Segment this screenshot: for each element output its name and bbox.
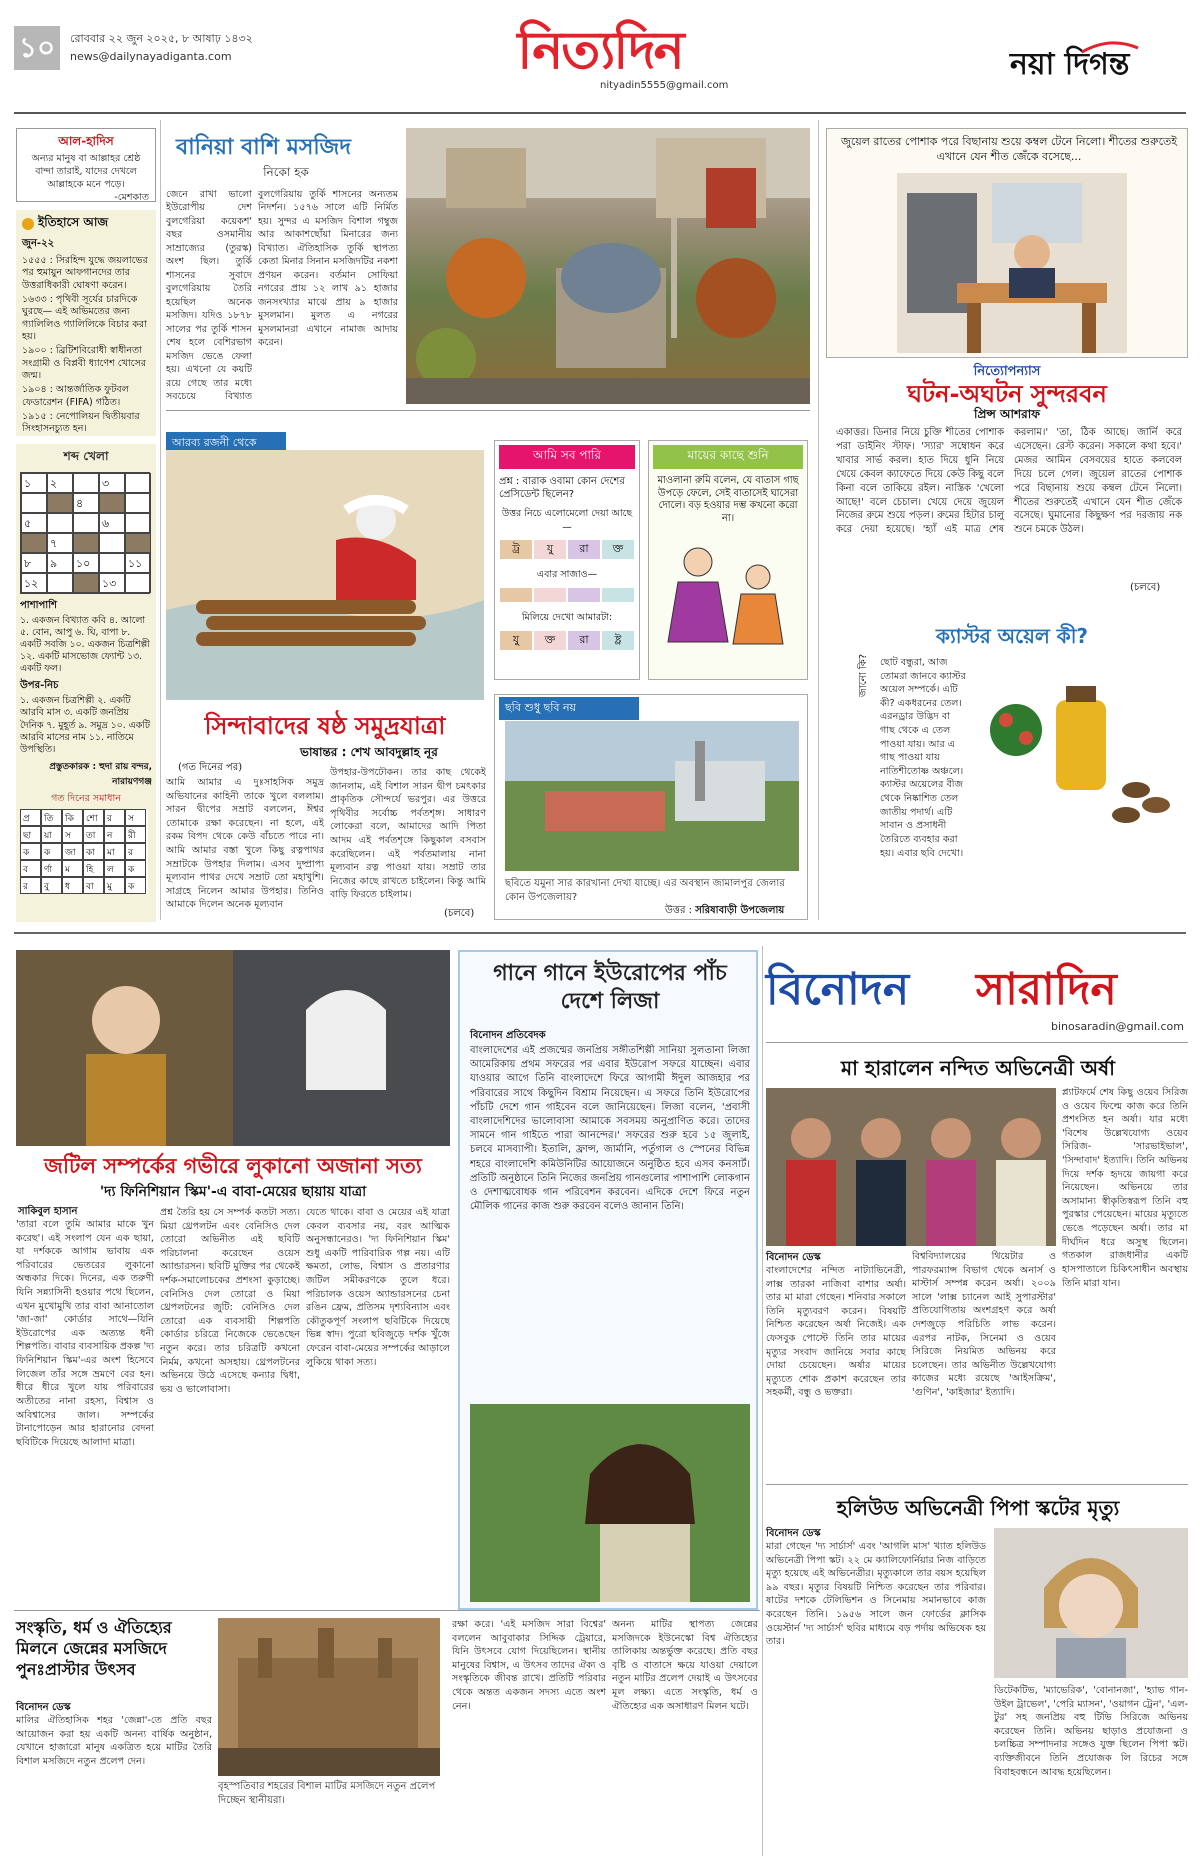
mosque-photo: [406, 128, 810, 404]
sindbad-continued: (চলবে): [444, 908, 475, 919]
hadith-box: [16, 128, 156, 202]
solution-cell: স: [62, 826, 83, 843]
grid-cell-blocked: [47, 493, 73, 513]
page-header: [0, 0, 1200, 110]
grid-cell[interactable]: [125, 513, 151, 533]
pippa-title: হলিউড অভিনেত্রী পিপা স্কটের মৃত্যু: [836, 1496, 1120, 1520]
quiz-hint-1: উত্তর নিচে এলোমেলো দেয়া আছে—: [501, 508, 633, 533]
solution-cell: য়া: [41, 826, 62, 843]
photo-story-box: [494, 694, 808, 920]
film-still-icon: [16, 950, 450, 1146]
liza-box: [458, 950, 758, 1610]
solution-cell: ক: [20, 843, 41, 860]
history-item: ১৯০৪ : আন্তর্জাতিক ফুটবল ফেডারেশন (FIFA) গঠিত।: [22, 384, 129, 408]
pippa-col-2: ডিটেকটিভ, 'ম্যাভেরিক', 'বোনানজা', 'হ্যাভ গান-উইল ট্রাভেল', 'পেরি ম্যাসন', 'ওয়াগন ট্রেন', 'এল-টুর' সহ জনপ্রিয় বহু টিভি সিরিজে অভিনয় করেছেন তিনি। অভিনয় ছাড়াও প্রযোজনা ও চলচ্চিত্র সম্পাদনার সঙ্গেও যুক্ত ছিলেন পিপা স্কট। ব্যক্তিজীবনে তিনি প্রযোজক লি রিচের সঙ্গে বিবাহবন্ধনে আবদ্ধ হয়েছিলেন।: [994, 1685, 1188, 1778]
solution-cell: মা: [104, 843, 125, 860]
singer-portrait-icon: [470, 1404, 750, 1602]
photo-story-answer-label: উত্তর :: [665, 905, 692, 916]
logo-swoosh-icon: [1080, 40, 1140, 54]
down-clues: ১. একজন চিত্রশিল্পী ২. একটি আরবি মাস ৩. একটি জনপ্রিয় দৈনিক ৭. মুহূর্ত ৯. সমুদ্র ১০. একটি আরবি মাসের নাম ১১. নাতিমে উপস্থিতি।: [20, 695, 150, 755]
letter-tile: ক্ত: [533, 630, 567, 651]
novel-kicker: নিত্যোপন্যাস: [973, 364, 1041, 379]
grid-cell[interactable]: [47, 513, 73, 533]
letter-tile[interactable]: ক্ত: [601, 539, 635, 560]
two-girls-illustration-icon: [653, 532, 803, 662]
grid-cell-blocked: [73, 573, 99, 593]
blank-tile[interactable]: [533, 587, 567, 603]
letters-row-1: [499, 539, 635, 560]
letter-tile: যু: [499, 630, 533, 651]
jenne-caption: বৃহস্পতিবার শহরের বিশাল মাটির মসজিদে নতুন প্রলেপ দিচ্ছেন স্থানীয়রা।: [218, 1781, 436, 1806]
puzzle-box: [16, 444, 156, 922]
grid-cell[interactable]: [125, 573, 151, 593]
photo-story-title: ছবি শুধু ছবি নয়: [499, 697, 639, 720]
letter-tile[interactable]: যু: [533, 539, 567, 560]
hadith-title: আল-হাদিস: [58, 134, 114, 148]
puzzle-setter: প্রস্তুতকারক : হুদা রায় বন্দর, নারায়ণগঞ্জ: [49, 761, 152, 787]
orsha-col-1: বাংলাদেশের নন্দিত নাট্যাভিনেত্রী, লাক্স তারকা নাজিবা বাশার অর্ষা। তার মা মারা গেছেন। শনিবার সকালে তিনি মৃত্যুবরণ করেন। বিষয়টি নিশ্চিত করেছেন অর্ষা নিজেই। এক ফেসবুক পোস্টে তিনি তার মায়ের মৃত্যুর সংবাদ জানিয়ে সবার কাছে দোয়া চেয়েছেন। অর্ষার মায়ের মৃত্যুতে শোক প্রকাশ করেছেন তার সহকর্মী, বন্ধু ও ভক্তরা।: [766, 1265, 906, 1399]
factory-photo: [505, 721, 799, 871]
grid-cell[interactable]: ৪: [73, 493, 99, 513]
date-line: রোববার ২২ জুন ২০২৫, ৮ আষাঢ় ১৪৩২: [70, 32, 253, 45]
solution-cell: শো: [83, 809, 104, 826]
novel-continued: (চলবে): [1130, 582, 1161, 593]
orsha-author: বিনোদন ডেস্ক: [766, 1252, 821, 1263]
grid-cell[interactable]: [73, 473, 99, 493]
solution-cell: র: [20, 877, 41, 894]
grid-cell[interactable]: ১২: [21, 573, 47, 593]
quiz-hint-3: মিলিয়ে দেখো আমারটা:: [521, 612, 613, 623]
jenne-title: সংস্কৃতি, ধর্ম ও ঐতিহ্যের মিলনে জেন্নের মসজিদে পুনঃপ্রাস্টার উৎসব: [16, 1618, 172, 1679]
phoenician-col-2: প্রশ্ন তৈরি হয় সে সম্পর্ক কতটা সত্য। মিয়া থ্রেপলটন এবং বেনিসিও দেল তোরো অভিনীত এই ছবিটি পরিচালনা করেছেন ওয়েস অ্যান্ডারসন। ছবিটি মুক্তির পর থেকেই দর্শক-সমালোচকের প্রশংসা কুড়াচ্ছে। বেনিসিও দেল তোরো ও মিয়া থ্রেপলটনের জুটি: বেনিসিও দেল তোরো এক ব্যবসায়ী শিল্পপতি কোর্ডার চরিত্রে নিজেকে ভেঙেছেন নতুন করে। তার চরিত্রটি কখনো নির্মম, কখনো অসহায়। থ্রেপলটনের অভিনয়ে উঠে এসেছে কন্যার দ্বিধা, ভয় ও ভালোবাসা।: [160, 1207, 300, 1395]
solution-cell: র: [125, 843, 146, 860]
orsha-title: মা হারালেন নন্দিত অভিনেত্রী অর্ষা: [841, 1056, 1115, 1080]
group-photo-icon: [766, 1088, 1056, 1246]
mother-box: [648, 440, 808, 680]
down-title: উপর-নিচ: [20, 680, 59, 692]
orsha-photo: [766, 1088, 1056, 1246]
comic-panel: [826, 128, 1188, 358]
solution-cell: র্ণা: [41, 860, 62, 877]
solution-cell: ল: [104, 860, 125, 877]
history-title: ইতিহাসে আজ: [38, 215, 109, 229]
solution-title: গত দিনের সমাধান: [51, 792, 121, 804]
liza-title: গানে গানে ইউরোপের পাঁচ দেশে লিজা: [493, 961, 727, 1014]
grid-cell[interactable]: ৮: [21, 553, 47, 573]
letters-row-2: [499, 630, 635, 651]
section-title: নিত্যদিন: [517, 21, 683, 81]
castor-title: ক্যাস্টর অয়েল কী?: [936, 624, 1089, 648]
history-item: ১৫৫৫ : সিরহিন্দ যুদ্ধে জয়লাভের পর হুমায়ুন আফগানদের তার উত্তরাধিকারী ঘোষণা করেন।: [22, 255, 148, 291]
mosque-author: নিকো হক: [263, 165, 309, 179]
castor-oil-illustration-icon: [976, 680, 1184, 840]
solution-cell: কি: [62, 809, 83, 826]
factory-icon: [505, 721, 799, 871]
phoenician-col-3: যেতে থাকে। বাবা ও মেয়ের এই যাত্রা কেবল ব্যবসার নয়, বরং আত্মিক অনুসন্ধানেরও। 'দ্য ফিনিশিয়ান স্কিম' শুধু একটি পারিবারিক গল্প নয়। এটি ক্ষমতা, লোভ, বিশ্বাস ও প্রতারণার জটিল সমীকরণকে তুলে ধরে। পরিচালক ওয়েস অ্যান্ডারসনের চেনা রঙিন ফ্রেম, প্রতিসম দৃশ্যবিন্যাস এবং কৌতুকপূর্ণ সংলাপ ছবিটিকে দিয়েছে ভিন্ন স্বাদ। পুরো ছবিজুড়ে দর্শক খুঁজে ফেরেন বাবা-মেয়ের সম্পর্কের আড়ালে লুকিয়ে থাকা সত্য।: [306, 1207, 450, 1368]
novel-author: প্রিন্স আশরাফ: [974, 407, 1040, 421]
sindbad-translator: ভাষান্তর : শেখ আবদুল্লাহ নূর: [300, 745, 438, 759]
grid-cell-blocked: [21, 533, 47, 553]
solution-cell: ক: [125, 877, 146, 894]
grid-cell-blocked: [125, 533, 151, 553]
blank-tile[interactable]: [499, 587, 533, 603]
liza-body: বাংলাদেশের এই প্রজন্মের জনপ্রিয় সঙ্গীতশিল্পী সানিয়া সুলতানা লিজা আমেরিকায় প্রথম সফরের পর এবার ইউরোপ সফরে যাচ্ছেন। এবার যাওয়ার আগে তিনি বাংলাদেশে ফিরে আগামী ঈদুল আজহার পর পরিবারের সাথে কিছুদিন বিশ্রাম নিয়েছেন। এ সফরে তিনি ইউরোপের পাঁচটি দেশে গান গাইবেন বলে জানিয়েছেন। লিজা বলেন, 'প্রবাসী বাংলাদেশিদের ভালোবাসা আমাকে সবসময় অনুপ্রাণিত করে। তাদের সামনে গান গাইতে পারা আনন্দের।' সফরের শুরু হবে ১৫ জুলাই, চলবে মাসব্যাপী। ইতালি, ফ্রান্স, জার্মানি, পর্তুগাল ও স্পেনের বিভিন্ন শহরে বাংলাদেশি কমিউনিটির আয়োজনে অনুষ্ঠিত হবে এসব কনসার্ট। প্রতিটি অনুষ্ঠানে তিনি নিজের জনপ্রিয় গানগুলোর পাশাপাশি লোকগান ও দেশাত্মবোধক গান পরিবেশন করবেন। এদিকে দেশে ফিরে নতুন মৌলিক গানের কাজ শুরু করবেন বলেও জানান তিনি।: [470, 1045, 750, 1213]
jenne-col-2: রক্ষা করে। 'এই মসজিদ সারা বিশ্বের' বললেন আবুবাকার সিদ্দিক ট্রেয়ারে, যিনি উৎসবে যোগ দিয়েছিলেন। স্থানীয় মানুষের বিশ্বাস, এ উৎসব তাদের ঐক্য ও সংস্কৃতিকে জীবন্ত রাখে। প্রতিটি পরিবার থেকে অন্তত একজন সদস্য এতে অংশ নেন।: [452, 1619, 606, 1712]
grid-cell[interactable]: ৫: [21, 513, 47, 533]
letters-row-blank: [499, 587, 635, 603]
castor-box: [826, 616, 1188, 922]
actress-portrait-icon: [994, 1528, 1188, 1678]
photo-story-caption: ছবিতে যমুনা সার কারখানা দেখা যাচ্ছে। এর অবস্থান জামালপুর জেলার কোন উপজেলায়?: [505, 878, 785, 903]
solution-cell: হি: [83, 860, 104, 877]
mosque-col-1: জেনে রাখা ভালো ইউরোপীয় দেশ বুলগেরিয়া কয়েকশ' বছর ওসমানীয় সাম্রাজ্যের (তুরস্ক) অংশ ছিল। তুর্কি শাসনের সুবাদে বুলগেরিয়ায় তৈরি হয়েছিল অনেক মসজিদ। যদিও ১৮৭৮ সালের পর তুর্কি শাসন শেষ হলে বেশিরভাগ মসজিদ ভেঙে ফেলা হয়। এখনো যে কয়টি রয়ে গেছে তার মধ্যে সবচেয়ে বিখ্যাত: [166, 189, 252, 403]
logo-text: নয়া দিগন্ত: [1010, 47, 1130, 82]
solution-cell: প্র: [20, 809, 41, 826]
crossword-grid: [20, 472, 150, 594]
phoenician-title: জটিল সম্পর্কের গভীরে লুকানো অজানা সত্য: [44, 1154, 422, 1178]
solution-cell: ছা: [20, 826, 41, 843]
grid-cell[interactable]: [47, 573, 73, 593]
comic-caption: জুয়েল রাতের পোশাক পরে বিছানায় শুয়ে কম্বল টেনে নিলো। শীতের শুরুতেই এখানে যেন শীত জেঁকে বসেছে...: [840, 135, 1177, 163]
letter-tile[interactable]: রা: [567, 539, 601, 560]
hadith-text: অন্যর মানুষ বা আল্লাহর শ্রেষ্ঠ বান্দা তারাই, যাদের দেখলে আল্লাহকে মনে পড়ে।: [31, 153, 141, 190]
sindbad-col-1: আমি আমার এ দুঃসাহসিক সমুদ্র অভিযানের কাহিনী তাকে খুলে বললাম। সারন দ্বীপের সম্রাট বললেন, ঈশ্বর তোমাকে রক্ষা করেছেন। না হলে, এই রকম বিপদ থেকে কেউ বাঁচতে পারে না। আমি আমার বস্তা খুলে কিছু রত্নপাথর সম্রাটকে উপহার দিলাম। এসব দুষ্প্রাপ্য মূল্যবান পাথর দেখে সম্রাট তো মহাখুশি। সাগ্রহে নিলেন আমার উপহার। তিনিও আমাকে দিলেন অনেক মূল্যবান: [166, 777, 324, 911]
quiz-question: প্রশ্ন : বারাক ওবামা কোন দেশের প্রেসিডেন্ট ছিলেন?: [499, 476, 625, 500]
grid-cell[interactable]: [73, 513, 99, 533]
history-item: ১৬৩৩ : পৃথিবী সূর্যের চারদিকে ঘুরছে— এই অভিমতের জন্য গ্যালিলিও গ্যালিলিকে বিচার করা হয়।: [22, 294, 147, 343]
blank-tile[interactable]: [567, 587, 601, 603]
phoenician-col-1: 'তারা বলে তুমি আমার মাকে খুন করেছ'। এই সংলাপ যেন এক ছায়া, যা দর্শককে আগাম ভাবায় এক পরিবারের ভেতরের লুকানো অন্ধকার দিকে। দিনের, এক তরুণী যিনি সন্ন্যাসিনী হওয়ার পথে ছিলেন, এখন মুখোমুখি তার বাবা আনাতোল 'জা-জা' কোর্ডার সাথে—যিনি ইউরোপের এক অত্যন্ত ধনী শিল্পপতি। বাবার ব্যবসায়িক প্রকল্প 'দ্য ফিনিশিয়ান স্কিম'-এর অংশ হিসেবে লিজেল তাঁর সঙ্গে ভ্রমণে বের হন। ধীরে ধীরে খুলে যায় পরিবারের অতীতের নানা রহস্য, বিশ্বাস ও অবিশ্বাসের জাল। সম্পর্কের টানাপোড়েন আর হারানোর বেদনা ছবিটিকে দিয়েছে আলাদা মাত্রা।: [16, 1219, 154, 1448]
history-item: ১৯১৫ : নেপোলিয়ন দ্বিতীয়বার সিংহাসনচ্যুত হন।: [22, 411, 140, 435]
across-clues: ১. একজন বিখ্যাত কবি ৪. আলো ৫. বোন, আপু ৬. ঘি, বাপা ৮. একটি সবজি ১০. একজন চিত্রশিল্পী ১২. একটি মাসভোজ ফ্যোন্ট ১৩. একটি ফল।: [20, 615, 150, 675]
novel-title: ঘটন-অঘটন সুন্দরবন: [907, 380, 1107, 408]
puzzle-title: শব্দ খেলা: [63, 449, 109, 463]
phoenician-author: সাকিবুল হাসান: [18, 1206, 78, 1217]
grid-cell[interactable]: ৬: [99, 513, 125, 533]
header-email: news@dailynayadiganta.com: [70, 50, 232, 63]
binodon-header: [766, 950, 1190, 1040]
sindbad-section-label: আরব্য রজনী থেকে: [166, 432, 286, 455]
grid-cell[interactable]: [99, 553, 125, 573]
solution-cell: ব: [20, 860, 41, 877]
sindbad-prev: (গত দিনের পর): [178, 762, 243, 773]
castor-tag: জানো কি?: [858, 654, 869, 698]
grid-cell[interactable]: ১০: [73, 553, 99, 573]
grid-cell[interactable]: ১১: [125, 553, 151, 573]
sindbad-raft-icon: [166, 450, 484, 700]
mother-text: মাওলানা রুমি বলেন, যে বাতাস গাছ উপড়ে ফেলে, সেই বাতাসেই ঘাসেরা দোলে। বড় হওয়ার দম্ভ কখনো করো না।: [657, 475, 799, 525]
solution-cell: ধ: [62, 877, 83, 894]
mud-mosque-icon: [218, 1618, 440, 1776]
orsha-col-2: বিশ্ববিদ্যালয়ের থিয়েটার ও পারফরম্যান্স বিভাগ থেকে অনার্স ও মাস্টার্স সম্পন্ন করেন অর্ষা। ২০০৯ সালে 'লাক্স চ্যানেল আই সুপারস্টার' প্রতিযোগিতায় অংশগ্রহণ করে অর্ষা দেশজুড়ে পরিচিতি লাভ করেন। এরপর নাটক, সিনেমা ও ওয়েব সিরিজে নিয়মিত অভিনয় করে চলেছেন। তার অভিনীত উল্লেখযোগ্য কাজের মধ্যে রয়েছে 'আইসক্রিম', 'গুণিন', 'কাইজার' ইত্যাদি।: [912, 1251, 1056, 1399]
liza-author: বিনোদন প্রতিবেদক: [470, 1030, 546, 1041]
solution-cell: র: [104, 809, 125, 826]
grid-cell[interactable]: [125, 473, 151, 493]
blank-tile[interactable]: [601, 587, 635, 603]
solution-cell: কা: [83, 843, 104, 860]
grid-cell[interactable]: ২: [47, 473, 73, 493]
letter-tile: ষ্ট্র: [601, 630, 635, 651]
history-icon: [22, 218, 34, 230]
mosque-title: বানিয়া বাশি মসজিদ: [176, 135, 351, 160]
photo-story-answer: সরিষাবাড়ী উপজেলায়: [695, 905, 785, 916]
grid-cell[interactable]: ১৩: [99, 573, 125, 593]
history-box: [16, 210, 156, 436]
pippa-col-1: মারা গেছেন 'দ্য সার্চার্স' এবং 'আগলি মাস' খ্যাত হলিউড অভিনেত্রী পিপা স্কট। ২২ মে ক্যালিফোর্নিয়ার নিজ বাড়িতে মৃত্যু হয়েছে এই অভিনেত্রীর। মৃত্যুকালে তার বয়স হয়েছিল ৯৯ বছর। মৃত্যুর বিষয়টি নিশ্চিত করেছেন তার পরিবার। ষাটের দশকে টেলিভিশন ও সিনেমায় সমানভাবে কাজ করেছেন তিনি। ১৯৫৬ সালে জন ফোর্ডের ক্লাসিক ওয়েস্টার্ন 'দ্য সার্চার্স' ছবির মাধ্যমে বড় পর্দায় অভিষেক হয় তার।: [766, 1541, 986, 1648]
phoenician-photo: [16, 950, 450, 1146]
grid-cell[interactable]: ৯: [47, 553, 73, 573]
sindbad-title: সিন্দাবাদের ষষ্ঠ সমুদ্রযাত্রা: [204, 712, 446, 740]
solution-cell: ন: [104, 826, 125, 843]
solution-cell: মু: [104, 877, 125, 894]
binodon-title-a: বিনোদন: [766, 964, 910, 1015]
grid-cell[interactable]: ৭: [47, 533, 73, 553]
page-number: ১০: [14, 26, 60, 70]
binodon-email: binosaradin@gmail.com: [1050, 1020, 1184, 1033]
solution-cell: ক: [41, 843, 62, 860]
mosque-illustration-icon: [406, 128, 810, 404]
jenne-col-3: অনন্য মাটির স্থাপত্য জেন্নের মসজিদকে ইউনেস্কো বিশ্ব ঐতিহ্যের তালিকায় অন্তর্ভুক্ত করেছে। প্রতি বছর বৃষ্টি ও বাতাসে ক্ষয়ে যাওয়া দেয়ালে নতুন মাটির প্রলেপ দেয়াই এ উৎসবের মূল লক্ষ্য। এতে সংস্কৃতি, ধর্ম ও ঐতিহ্যের এক অসাধারণ মিলন ঘটে।: [612, 1619, 758, 1712]
grid-cell[interactable]: [125, 493, 151, 513]
letter-tile[interactable]: ট্র: [499, 539, 533, 560]
orsha-side-col: প্ল্যাটফর্মে শেষ কিছু ওয়েব সিরিজ ও ওয়েব ফিল্মে কাজ করে তিনি প্রশংসিত হন অর্ষা। যার মধ্যে 'বিশেষ উল্লেখযোগ্য ওয়েব সিরিজ- 'সারভাইভাল', 'সিন্দাবাদ' ইত্যাদি। তিনি অভিনয় দিয়ে দর্শক হৃদয়ে জায়গা করে নিয়েছেন। অভিনয়ে তার অসামান্য স্বীকৃতিস্বরূপ তিনি বহু পুরস্কার পেয়েছেন। মায়ের মৃত্যুতে ভেঙে পড়েছেন অর্ষা। তার মা দীর্ঘদিন ধরে অসুস্থ ছিলেন। গতকাল রাজধানীর একটি হাসপাতালে চিকিৎসাধীন অবস্থায় তিনি মারা যান।: [1062, 1087, 1188, 1289]
solution-cell: বু: [41, 877, 62, 894]
jenne-photo: [218, 1618, 440, 1776]
section-email: nityadin5555@gmail.com: [600, 80, 729, 91]
pippa-photo: [994, 1528, 1188, 1678]
across-title: পাশাপাশি: [20, 600, 57, 611]
binodon-title-b: সারাদিন: [976, 964, 1117, 1015]
mosque-col-2: বুলগেরিয়ায় তুর্কি শাসনের অন্যতম নিদর্শন। ১৫৭৬ সালে এটি নির্মিত হয়। সুন্দর এ মসজিদ বিশাল গম্বুজ আর আকাশছোঁয়া মিনারের জন্য বিখ্যাত। ঐতিহাসিক তুর্কি স্থাপত্য কেতা মিনার সিনান মসজিদটির নকশা প্রণয়ন করেন। বর্তমান সোফিয়া নগরের প্রায় ১২ লাখ ৯১ হাজার জনসংখ্যার মাঝে প্রায় ৯ হাজার মুসলমান। মুলত এ নগরের মুসলমানরা এখানে নামাজ আদায় করেন।: [258, 189, 398, 349]
solution-cell: জা: [62, 843, 83, 860]
letter-tile: রা: [567, 630, 601, 651]
comic-illustration-icon: [897, 173, 1127, 353]
sindbad-col-2: উপহার-উপঢৌকন। তার কাছ থেকেই জানলাম, এই বিশাল সারন দ্বীপ চমৎকার প্রাকৃতিক সৌন্দর্যে ভরপুর। এর উত্তরে পৃথিবীর সর্বোচ্চ পর্বতশৃঙ্গ। সাধারণ লোকেরা বলে, আমাদের আদি পিতা আদম এই পর্বতশৃঙ্গে কিছুকাল বসবাস করেছিলেন। এই পর্বতমালায় নানা মূল্যবান রত্ন পাওয়া যায়। সম্রাট তার নিজের কাছে রাখতে চাইলেন। কিন্তু আমি বাড়ি ফিরতে চাইলাম।: [330, 767, 486, 901]
solution-cell: ক: [125, 860, 146, 877]
grid-cell-blocked: [73, 533, 99, 553]
solution-grid: [20, 809, 148, 894]
newspaper-logo: [1010, 40, 1190, 84]
phoenician-subtitle: 'দ্য ফিনিশিয়ান স্কিম'-এ বাবা-মেয়ের ছায়ায় যাত্রা: [99, 1184, 367, 1200]
novel-body: একাত্তর। ডিনার নিয়ে চুক্তি শীতের পোশাক পরা ডাইনিং স্টাফ। 'স্যার' সম্বোধন করে খাবার সার্ভ করল। হাত দিয়ে ধুনি নিয়ে খেয়ে কেবল ক্যাফেতে দিয়ে কেউ কিছু বলে কিনা বলে তাকিয়ে রইল। নাস্তিক 'খেলো আছে!' বলে চেচাল। খেয়ে দেয়ে জুয়েল নিজের রুমে শুয়ে পড়ল। রুমের হিটার চালু করে দেয়া হয়েছে। 'হ্যাঁ এই মাত্র শেষ করলাম।' 'তা, ঠিক আছে। জার্নি করে এসেছেন। রেস্ট করেন। সকালে কথা হবে।' মেজর আমিন বেসবয়ের হাতে কলবেল দিয়ে চলে গেল। জুয়েল রাতের পোশাক পরে বিছানায় শুয়ে কম্বল টেনে নিলো। শীতের শুরুতেই এখানে যেন শীত জেঁকে বসেছে। ঘুমানোর কিছুক্ষণ পর দরজায় নক শুনে চমকে উঠল।: [836, 427, 1182, 536]
liza-photo: [470, 1404, 750, 1602]
solution-cell: বা: [83, 877, 104, 894]
solution-cell: রী: [125, 826, 146, 843]
history-date: জুন-২২: [22, 238, 55, 249]
grid-cell[interactable]: ১: [21, 473, 47, 493]
quiz-box: [494, 440, 640, 680]
solution-cell: তি: [41, 809, 62, 826]
mother-title: মায়ের কাছে শুনি: [653, 445, 803, 469]
solution-cell: তা: [83, 826, 104, 843]
history-item: ১৯০০ : ব্রিটিশবিরোধী স্বাধীনতা সংগ্রামী ও বিপ্লবী ধ্যাণেশ খোসের জন্ম।: [22, 345, 146, 382]
grid-cell-blocked: [99, 493, 125, 513]
grid-cell[interactable]: ৩: [99, 473, 125, 493]
grid-cell[interactable]: [21, 493, 47, 513]
hadith-source: -মেশকাত: [114, 192, 149, 204]
sindbad-illustration: [166, 450, 484, 700]
pippa-author: বিনোদন ডেস্ক: [766, 1528, 821, 1539]
grid-cell[interactable]: [99, 533, 125, 553]
jenne-intro: মালির ঐতিহাসিক শহর 'জেন্না'-তে প্রতি বছর আয়োজন করা হয় একটি অনন্য বার্ষিক অনুষ্ঠান, যেখানে হাজারো মানুষ একত্রিত হয়ে মাটির তৈরি বিশাল মসজিদে নতুন প্রলেপ দেন।: [16, 1715, 212, 1767]
quiz-title: আমি সব পারি: [499, 445, 635, 469]
solution-cell: ম: [62, 860, 83, 877]
solution-cell: স: [125, 809, 146, 826]
jenne-author: বিনোদন ডেস্ক: [16, 1702, 71, 1713]
castor-text: ছোট বন্ধুরা, আজ তোমরা জানবে ক্যাস্টর অয়েল সম্পর্কে। এটি কী? একধরনের তেল। এরনড্রার উদ্ভিদ বা গাছ থেকে এ তেল পাওয়া যায়। আর এ গাছ পাওয়া যায় নাতিশীতোষ্ণ অঞ্চলে। ক্যাস্টর অয়েলের বীজ থেকে নিষ্কাশিত তেল জাতীয় পদার্থ। এটি সাবান ও প্রসাধনী তৈরিতে ব্যবহার করা হয়। এবার ছবি দেখো।: [880, 657, 966, 859]
quiz-hint-2: এবার সাজাও—: [536, 569, 598, 580]
